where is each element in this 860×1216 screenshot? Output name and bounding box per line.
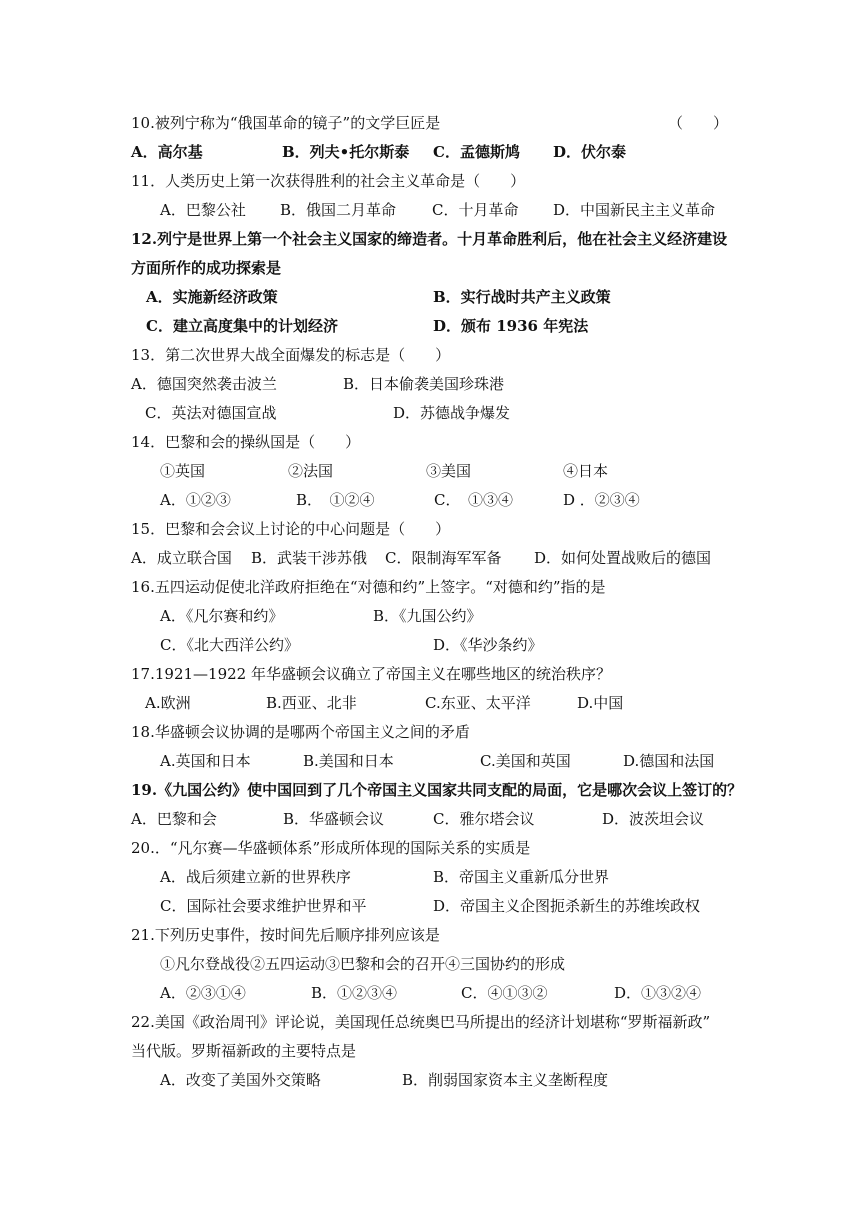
question-15-stem: 15．巴黎和会会议上讨论的中心问题是（ ） — [131, 520, 451, 538]
question-12-option-a: A．实施新经济政策 — [146, 288, 278, 306]
question-21-option-b: B．①②③④ — [311, 984, 398, 1002]
question-14-option-d: D ．②③④ — [563, 491, 640, 509]
question-17-option-b: B.西亚、北非 — [266, 694, 357, 712]
question-20-option-d: D．帝国主义企图扼杀新生的苏维埃政权 — [433, 897, 701, 915]
question-12-option-d: D．颁布 1936 年宪法 — [433, 317, 589, 335]
question-21-option-c: C．④①③② — [461, 984, 548, 1002]
question-14-option-c: C． ①③④ — [434, 491, 513, 509]
question-14-stem: 14．巴黎和会的操纵国是（ ） — [131, 433, 361, 451]
question-14-item-3: ③美国 — [426, 462, 472, 480]
question-13-option-a: A．德国突然袭击波兰 — [131, 375, 277, 393]
question-18-stem: 18.华盛顿会议协调的是哪两个帝国主义之间的矛盾 — [131, 723, 470, 741]
question-16-option-b: B．《九国公约》 — [373, 607, 482, 625]
question-14-item-2: ②法国 — [288, 462, 334, 480]
question-11-option-c: C．十月革命 — [432, 201, 519, 219]
question-10-stem: 10.被列宁称为“俄国革命的镜子”的文学巨匠是 — [131, 114, 441, 132]
question-19-option-c: C．雅尔塔会议 — [433, 810, 535, 828]
question-12-stem-line1: 12.列宁是世界上第一个社会主义国家的缔造者。十月革命胜利后，他在社会主义经济建设 — [131, 230, 728, 248]
question-16-option-d: D．《华沙条约》 — [433, 636, 543, 654]
question-12-option-b: B．实行战时共产主义政策 — [433, 288, 611, 306]
question-17-option-d: D.中国 — [577, 694, 624, 712]
question-20-stem: 20.．“凡尔赛—华盛顿体系”形成所体现的国际关系的实质是 — [131, 839, 531, 857]
question-13-option-d: D．苏德战争爆发 — [393, 404, 511, 422]
question-15-option-b: B．武装干涉苏俄 — [251, 549, 368, 567]
question-12-option-c: C．建立高度集中的计划经济 — [146, 317, 338, 335]
question-19-option-a: A．巴黎和会 — [131, 810, 217, 828]
question-22-stem-line2: 当代版。罗斯福新政的主要特点是 — [131, 1042, 357, 1060]
question-18-option-c: C.美国和英国 — [480, 752, 571, 770]
question-19-stem: 19.《九国公约》使中国回到了几个帝国主义国家共同支配的局面，它是哪次会议上签订的？ — [131, 781, 743, 799]
question-21-stem: 21.下列历史事件，按时间先后顺序排列应该是 — [131, 926, 440, 944]
question-14-option-a: A．①②③ — [160, 491, 231, 509]
question-22-stem-line1: 22.美国《政治周刊》评论说，美国现任总统奥巴马所提出的经济计划堪称“罗斯福新政” — [131, 1013, 711, 1031]
question-14-item-4: ④日本 — [563, 462, 609, 480]
question-13-option-b: B．日本偷袭美国珍珠港 — [343, 375, 505, 393]
question-14-item-1: ①英国 — [160, 462, 206, 480]
question-10-option-d: D．伏尔泰 — [553, 143, 627, 161]
question-17-option-c: C.东亚、太平洋 — [425, 694, 531, 712]
question-11-stem: 11．人类历史上第一次获得胜利的社会主义革命是（ ） — [131, 172, 526, 190]
question-15-option-c: C．限制海军军备 — [385, 549, 502, 567]
question-10-option-b: B．列夫•托尔斯泰 — [282, 143, 410, 161]
question-18-option-d: D.德国和法国 — [623, 752, 715, 770]
question-16-option-c: C．《北大西洋公约》 — [160, 636, 299, 654]
question-12-stem-line2: 方面所作的成功探索是 — [131, 259, 282, 277]
question-10-answer-paren: （ ） — [668, 114, 729, 132]
question-16-stem: 16.五四运动促使北洋政府拒绝在“对德和约”上签字。“对德和约”指的是 — [131, 578, 606, 596]
question-11-option-a: A．巴黎公社 — [160, 201, 246, 219]
question-15-option-a: A．成立联合国 — [131, 549, 232, 567]
question-15-option-d: D．如何处置战败后的德国 — [534, 549, 712, 567]
question-20-option-a: A．战后须建立新的世界秩序 — [160, 868, 351, 886]
question-19-option-b: B．华盛顿会议 — [283, 810, 385, 828]
question-11-option-b: B．俄国二月革命 — [280, 201, 397, 219]
question-19-option-d: D．波茨坦会议 — [602, 810, 705, 828]
question-21-option-a: A．②③①④ — [160, 984, 246, 1002]
question-13-stem: 13．第二次世界大战全面爆发的标志是（ ） — [131, 346, 451, 364]
question-10-option-c: C．孟德斯鸠 — [433, 143, 520, 161]
question-16-option-a: A．《凡尔赛和约》 — [160, 607, 284, 625]
question-20-option-b: B．帝国主义重新瓜分世界 — [433, 868, 610, 886]
question-13-option-c: C．英法对德国宣战 — [145, 404, 277, 422]
question-11-option-d: D．中国新民主主义革命 — [553, 201, 716, 219]
question-21-option-d: D．①③②④ — [614, 984, 702, 1002]
question-14-option-b: B． ①②④ — [296, 491, 375, 509]
question-18-option-a: A.英国和日本 — [160, 752, 251, 770]
question-17-stem: 17.1921—1922 年华盛顿会议确立了帝国主义在哪些地区的统治秩序？ — [131, 665, 611, 683]
question-17-option-a: A.欧洲 — [145, 694, 191, 712]
question-22-option-a: A．改变了美国外交策略 — [160, 1071, 321, 1089]
question-21-items: ①凡尔登战役②五四运动③巴黎和会的召开④三国协约的形成 — [160, 955, 566, 973]
question-18-option-b: B.美国和日本 — [303, 752, 394, 770]
question-10-option-a: A．高尔基 — [131, 143, 203, 161]
question-22-option-b: B．削弱国家资本主义垄断程度 — [402, 1071, 609, 1089]
question-20-option-c: C．国际社会要求维护世界和平 — [160, 897, 367, 915]
